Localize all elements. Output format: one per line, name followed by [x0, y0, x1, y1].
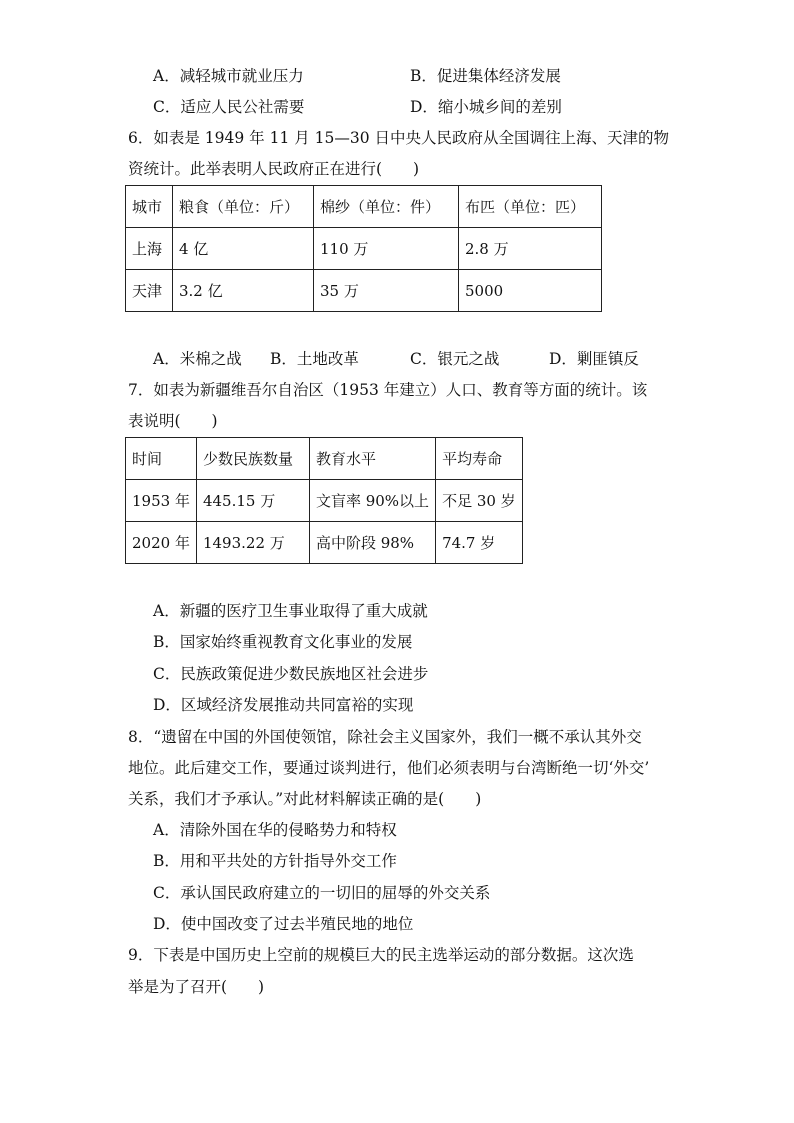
- table-cell: 上海: [126, 228, 173, 270]
- table-cell: 天津: [126, 270, 173, 312]
- q9-stem-line2: 举是为了召开( ): [128, 978, 265, 996]
- table-cell: 1953 年: [126, 480, 197, 522]
- q6-option-a[interactable]: A．米棉之战: [153, 350, 242, 368]
- q8-stem-line1: 8．“遗留在中国的外国使领馆，除社会主义国家外，我们一概不承认其外交: [128, 728, 642, 746]
- table-header-cell: 布匹（单位：匹）: [459, 186, 602, 228]
- q8-stem-line3: 关系，我们才予承认。”对此材料解读正确的是( ): [128, 790, 482, 808]
- table-cell: 110 万: [314, 228, 459, 270]
- q6-table: [125, 185, 602, 312]
- q5-option-a[interactable]: A．减轻城市就业压力: [153, 67, 304, 85]
- table-header-cell: 棉纱（单位：件）: [314, 186, 459, 228]
- q6-option-d[interactable]: D．剿匪镇反: [549, 350, 639, 368]
- q8-stem-line2: 地位。此后建交工作，要通过谈判进行，他们必须表明与台湾断绝一切‘外交’: [128, 759, 650, 777]
- table-header-row: [126, 438, 523, 480]
- q7-option-d[interactable]: D．区域经济发展推动共同富裕的实现: [153, 696, 414, 714]
- table-cell: 高中阶段 98%: [309, 522, 435, 564]
- table-row: [126, 270, 602, 312]
- table-cell: 不足 30 岁: [436, 480, 523, 522]
- q8-option-c[interactable]: C．承认国民政府建立的一切旧的屈辱的外交关系: [153, 884, 491, 902]
- q7-option-a[interactable]: A．新疆的医疗卫生事业取得了重大成就: [153, 602, 428, 620]
- q6-stem-line1: 6．如表是 1949 年 11 月 15—30 日中央人民政府从全国调往上海、天津的物: [128, 129, 670, 147]
- q6-option-b[interactable]: B．土地改革: [270, 350, 359, 368]
- table-header-cell: 城市: [126, 186, 173, 228]
- q7-option-c[interactable]: C．民族政策促进少数民族地区社会进步: [153, 665, 429, 683]
- q7-table: [125, 437, 523, 564]
- table-header-cell: 平均寿命: [436, 438, 523, 480]
- table-cell: 445.15 万: [196, 480, 309, 522]
- table-cell: 5000: [459, 270, 602, 312]
- q9-stem-line1: 9．下表是中国历史上空前的规模巨大的民主选举运动的部分数据。这次选: [128, 946, 634, 964]
- table-cell: 74.7 岁: [436, 522, 523, 564]
- table-cell: 文盲率 90%以上: [309, 480, 435, 522]
- q8-option-b[interactable]: B．用和平共处的方针指导外交工作: [153, 852, 397, 870]
- table-header-row: [126, 186, 602, 228]
- table-cell: 3.2 亿: [173, 270, 314, 312]
- table-cell: 35 万: [314, 270, 459, 312]
- q6-option-c[interactable]: C．银元之战: [410, 350, 500, 368]
- table-cell: 4 亿: [173, 228, 314, 270]
- table-header-cell: 教育水平: [309, 438, 435, 480]
- q7-stem-line1: 7．如表为新疆维吾尔自治区（1953 年建立）人口、教育等方面的统计。该: [128, 381, 648, 399]
- table-row: [126, 480, 523, 522]
- table-cell: 2.8 万: [459, 228, 602, 270]
- q8-option-d[interactable]: D．使中国改变了过去半殖民地的地位: [153, 915, 414, 933]
- table-header-cell: 时间: [126, 438, 197, 480]
- table-header-cell: 粮食（单位：斤）: [173, 186, 314, 228]
- table-row: [126, 522, 523, 564]
- q6-stem-line2: 资统计。此举表明人民政府正在进行( ): [128, 160, 420, 178]
- table-row: [126, 228, 602, 270]
- table-cell: 2020 年: [126, 522, 197, 564]
- q8-option-a[interactable]: A．清除外国在华的侵略势力和特权: [153, 821, 397, 839]
- table-header-cell: 少数民族数量: [196, 438, 309, 480]
- q7-stem-line2: 表说明( ): [128, 412, 218, 430]
- table-cell: 1493.22 万: [196, 522, 309, 564]
- q7-option-b[interactable]: B．国家始终重视教育文化事业的发展: [153, 633, 413, 651]
- q5-option-b[interactable]: B．促进集体经济发展: [410, 67, 561, 85]
- q5-option-d[interactable]: D．缩小城乡间的差别: [410, 98, 562, 116]
- q5-option-c[interactable]: C．适应人民公社需要: [153, 98, 305, 116]
